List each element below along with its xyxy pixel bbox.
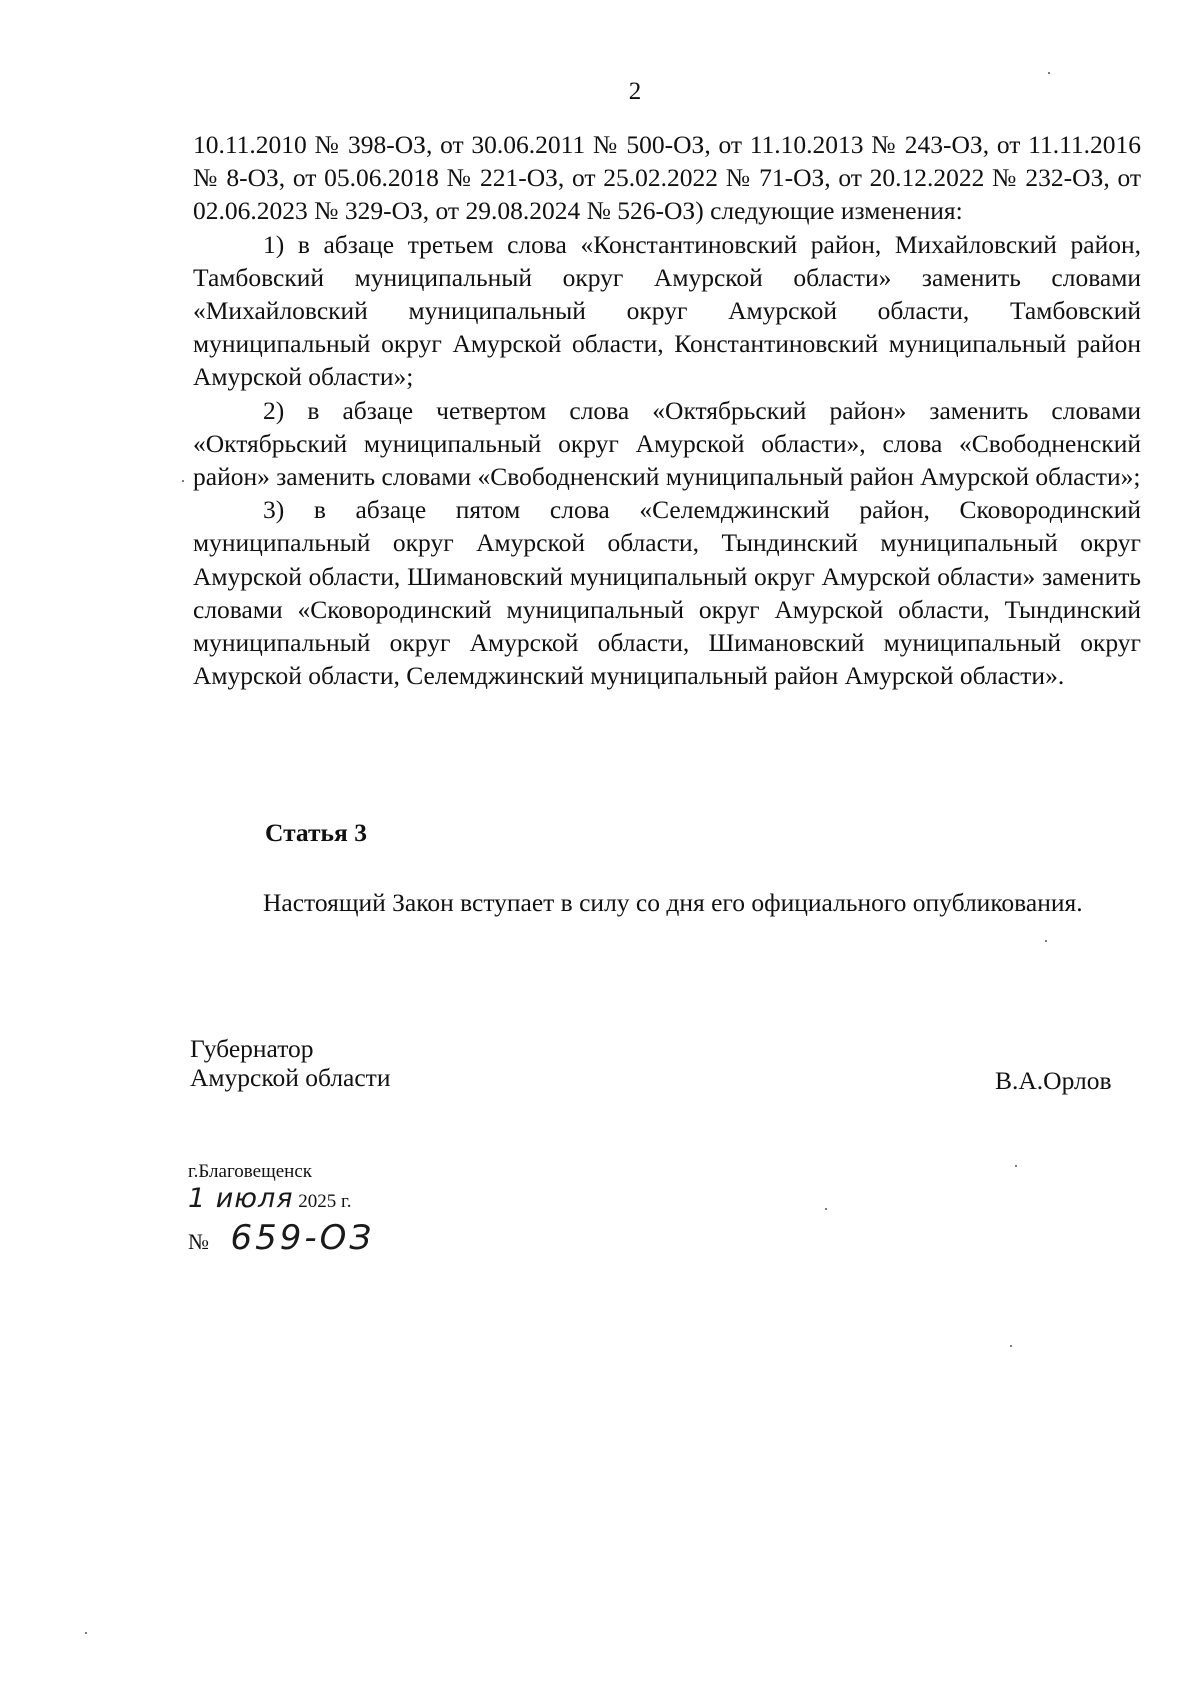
scan-speck xyxy=(825,1208,827,1210)
scan-speck xyxy=(1048,72,1050,74)
scan-speck xyxy=(1010,1345,1012,1347)
page-number: 2 xyxy=(628,78,642,105)
date-year: 2025 г. xyxy=(298,1191,352,1212)
handwritten-date: 1 июля xyxy=(188,1183,294,1214)
law-number xyxy=(188,1218,374,1258)
signer-title-line1: Губернатор xyxy=(190,1034,314,1063)
amendments-body xyxy=(193,128,1141,692)
scan-speck xyxy=(1015,1165,1017,1167)
amendment-intro-paragraph: 10.11.2010 № 398-ОЗ, от 30.06.2011 № 500-ОЗ, от 11.10.2013 № 243-ОЗ, от 11.11.2016 № 8-ОЗ, от 05.06.2018 № 221-ОЗ, от 25.02.2022 № 71-ОЗ, от 20.12.2022 № 232-ОЗ, от 02.06.2023 № 329-ОЗ, от 29.08.2024 № 526-ОЗ) следующие изменения: xyxy=(193,130,1141,226)
article-paragraph: Настоящий Закон вступает в силу со дня его официального опубликования. xyxy=(263,888,1083,917)
signer-title xyxy=(190,1034,390,1092)
handwritten-law-number: 659-ОЗ xyxy=(230,1218,375,1258)
amendment-item-2: 2) в абзаце четвертом слова «Октябрьский район» заменить словами «Октябрьский муниципальный округ Амурской области», слова «Свободненский район» заменить словами «Свободненский муниципальный район Амурской области»; xyxy=(193,395,1141,492)
scan-speck xyxy=(182,480,184,482)
scan-speck xyxy=(1045,940,1047,942)
signing-place: г.Благовещенск xyxy=(188,1161,312,1182)
amendment-item-1: 1) в абзаце третьем слова «Константиновский район, Михайловский район, Тамбовский муниципальный округ Амурской области» заменить словами «Михайловский муниципальный округ Амурской области, Тамбовский муниципальный округ Амурской области, Константиновский муниципальный район Амурской области»; xyxy=(193,229,1141,392)
amendment-item-3: 3) в абзаце пятом слова «Селемджинский район, Сковородинский муниципальный округ Амурской области, Тындинский муниципальный округ Амурской области, Шимановский муниципальный округ Амурской области» заменить словами «Сковородинский муниципальный округ Амурской области, Тындинский муниципальный округ Амурской области, Шимановский муниципальный округ Амурской области, Селемджинский муниципальный район Амурской области». xyxy=(193,495,1141,691)
scan-speck xyxy=(85,1632,87,1634)
article-heading: Статья 3 xyxy=(265,818,367,847)
signing-date xyxy=(188,1184,351,1217)
law-number-prefix: № xyxy=(188,1229,209,1254)
article-text xyxy=(193,886,1141,919)
signer-name: В.А.Орлов xyxy=(995,1066,1112,1095)
signer-title-line2: Амурской области xyxy=(190,1063,391,1092)
